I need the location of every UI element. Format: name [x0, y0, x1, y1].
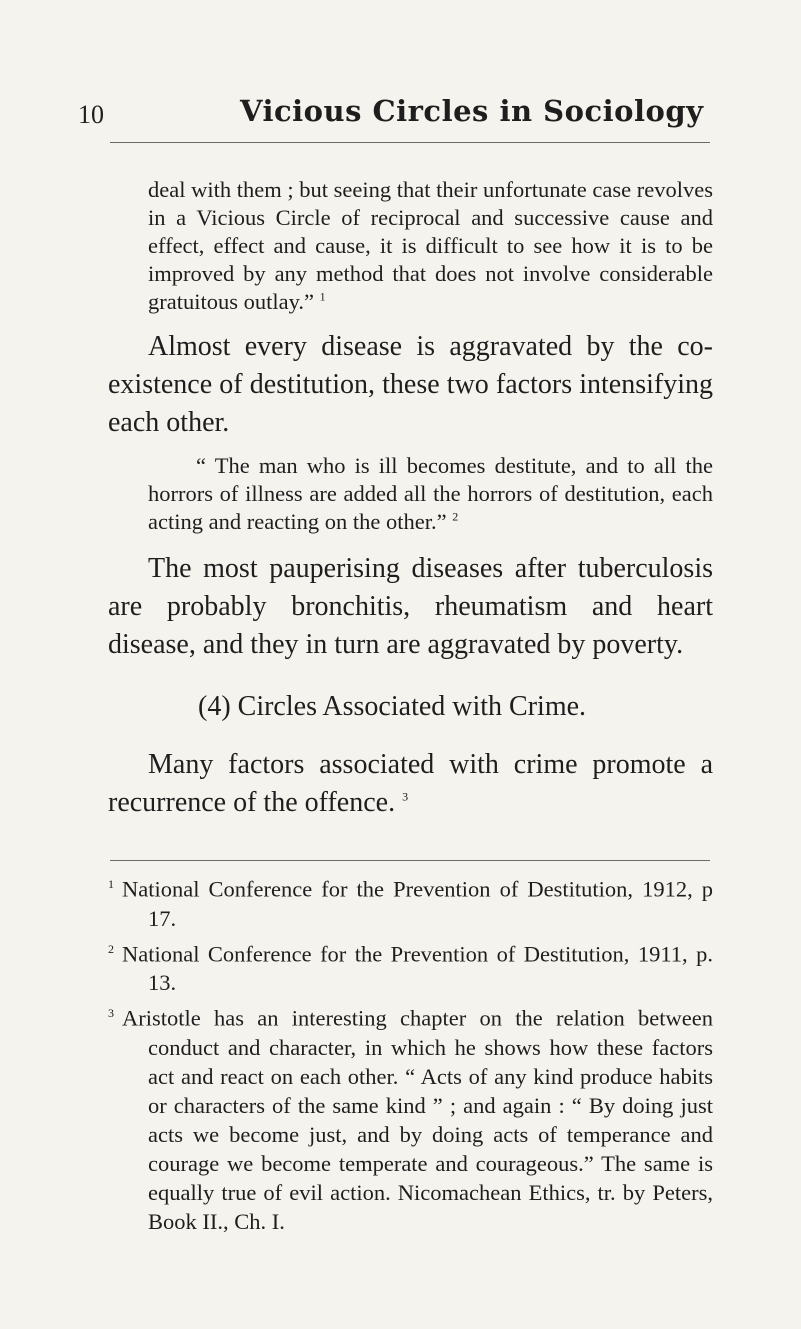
page-number: 10: [78, 100, 104, 129]
footnote-text: Aristotle has an interesting chapter on the relation between conduct and character, in which he shows how these factors act and react on each other. “ Acts of any kind produce habits or characters of the same kind ” ; and again : “ By doing just acts we become just, and by doing acts of temperance and courage we become temperate and courageous.” The same is equally true of evil action. Nicomachean Ethics, tr. by Peters, Book II., Ch. I.: [122, 1005, 713, 1234]
footnote-ref-3: 3: [402, 789, 409, 804]
body-text: [108, 176, 713, 822]
footnote-ref-2: 2: [452, 509, 459, 524]
paragraph-disease: Almost every disease is aggravated by the co-existence of destitution, these two factors intensifying each other.: [108, 331, 713, 438]
footnote: [108, 999, 713, 1236]
footnote-ref-1: 1: [319, 289, 326, 304]
running-title: Vicious Circles in Sociology: [240, 94, 704, 128]
paragraph-pauperising: The most pauperising diseases after tuberculosis are probably bronchitis, rheumatism and heart disease, and they in turn are aggravated by poverty.: [108, 553, 713, 660]
footnote-text: National Conference for the Prevention of Destitution, 1911, p. 13.: [122, 941, 713, 995]
page-header: [0, 94, 801, 150]
footnote-number: 2: [108, 941, 114, 956]
footnote: [108, 870, 713, 933]
header-rule: [110, 142, 710, 143]
footnotes: [108, 870, 713, 1238]
quote-destitution-text: “ The man who is ill becomes destitute, and to all the horrors of illness are added all the horrors of destitution, each acting and reacting on the other.”: [148, 453, 713, 534]
quote-destitution: [148, 452, 713, 536]
footnote: [108, 935, 713, 998]
quote-continuation: [148, 176, 713, 316]
footnote-text: National Conference for the Prevention of Destitution, 1912, p 17.: [122, 876, 713, 931]
footnote-rule: [110, 860, 710, 861]
section-heading: (4) Circles Associated with Crime.: [198, 691, 587, 722]
footnote-number: 3: [108, 1006, 114, 1020]
paragraph-crime: [108, 746, 713, 822]
quote-continuation-text: deal with them ; but seeing that their unfortunate case revolves in a Vicious Circle of reciprocal and successive cause and effect, effect and cause, it is difficult to see how it is to be improved by any method that does not involve considerable gratuitous outlay.”: [148, 177, 713, 314]
paragraph-crime-text: Many factors associated with crime promote a recurrence of the offence.: [108, 749, 713, 818]
footnote-number: 1: [108, 877, 114, 891]
